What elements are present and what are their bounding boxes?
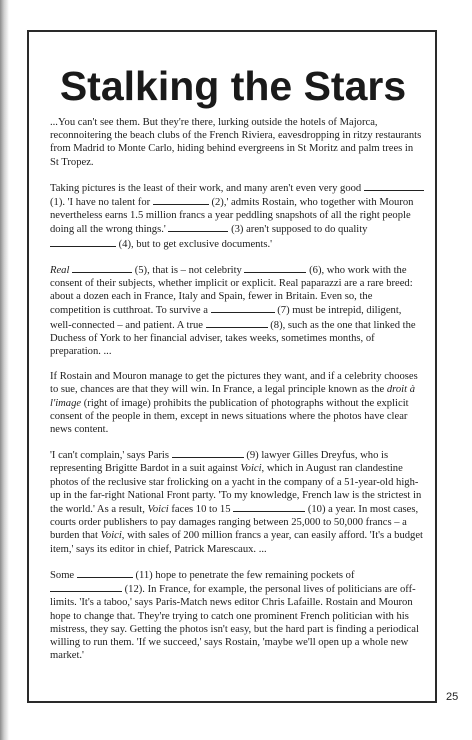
paragraph-text: (4), but to get exclusive documents.' (118, 238, 273, 250)
paragraph-text: (right of image) prohibits the publication of photographs without the explicit consent of the people in them, except in news situations where the photos have clear news content. (50, 397, 409, 436)
paragraph-5 (50, 448, 424, 556)
paragraph-text: (8), such as the one that linked the Duchess of York to her financial adviser, takes weeks, sometimes months, of preparation. ... (50, 319, 416, 358)
gap-blank-3[interactable] (168, 222, 228, 232)
gap-blank-12[interactable] (50, 582, 122, 592)
article-body (50, 116, 424, 674)
paragraph-text-italic: droit à l'image (50, 384, 415, 409)
paragraph-text: Some (50, 569, 75, 581)
paragraph-text: (2),' admits Rostain, who together with Mouron nevertheless earns 1.5 million francs a year peddling snapshots of all the right people doing all the wrong things.' (50, 197, 414, 236)
paragraph-text: (9) lawyer Gilles Dreyfus, who is representing Brigitte Bardot in a suit against (50, 450, 389, 475)
paragraph-4 (50, 370, 424, 436)
paragraph-text-italic: Real (50, 264, 70, 276)
gap-blank-11[interactable] (77, 568, 133, 578)
gap-blank-1[interactable] (364, 181, 424, 191)
paragraph-text: faces 10 to 15 (171, 504, 231, 516)
paragraph-text: (3) aren't supposed to do quality (231, 224, 368, 236)
paragraph-text: , with sales of 200 million francs a year, can easily afford. 'It's a budget item,' says its editor in chief, Patrick Marescaux. ... (50, 530, 423, 555)
gap-blank-4[interactable] (50, 237, 116, 247)
paragraph-text: ...You can't see them. But they're there, lurking outside the hotels of Majorca, reconnoitering the beach clubs of the French Riviera, eavesdropping in ritzy restaurants from Madrid to Monte Carlo, hiding behind evergreens in St Moritz and palm trees in St Tropez. (50, 117, 422, 168)
paragraph-text: , which in August ran clandestine photos of the reclusive star frolicking on a yacht in the company of a 51-year-old high-up in the far-right National Front party. 'To my knowledge, French law is the strictest in the world.' As a result, (50, 463, 422, 516)
paragraph-text-italic: Voici (147, 504, 169, 516)
gap-blank-2[interactable] (153, 195, 209, 205)
article-title: Stalking the Stars (59, 63, 407, 109)
paragraph-text: (11) hope to penetrate the few remaining pockets of (135, 569, 355, 581)
page-number: 25 (446, 691, 459, 703)
paragraph-1 (50, 116, 424, 169)
paragraph-text: (7) must be intrepid, diligent, well-connected – and patient. A true (50, 305, 402, 331)
paragraph-text: (10) a year. In most cases, courts order publishers to pay damages ranging between 25,000 to 50,000 francs – a burden that (50, 504, 419, 542)
page-edge-shadow (0, 0, 9, 740)
paragraph-text: (1). 'I have no talent for (50, 197, 151, 209)
gap-blank-10[interactable] (233, 502, 305, 512)
gap-blank-6[interactable] (244, 263, 306, 273)
paragraph-text-italic: Voici (240, 463, 262, 475)
paragraph-3 (50, 263, 424, 358)
paragraph-2 (50, 181, 424, 251)
gap-blank-9[interactable] (172, 448, 244, 458)
paragraph-6 (50, 568, 424, 662)
gap-blank-8[interactable] (206, 318, 268, 328)
paragraph-text: (12). In France, for example, the personal lives of politicians are off-limits. 'It's a taboo,' says Paris-Match news editor Chris Lafaille. Rostain and Mouron hope to change that. They're trying to catch one prominent French politician with his mistress, they say. Getting the photos isn't easy, but the hard part is finding a periodical willing to run them. 'If we succeed,' says Rostain, 'maybe we'll open up a whole new market.' (50, 584, 419, 662)
gap-blank-5[interactable] (72, 263, 132, 273)
paragraph-text: 'I can't complain,' says Paris (50, 450, 169, 462)
paragraph-text: (5), that is – not celebrity (134, 264, 242, 276)
gap-blank-7[interactable] (211, 303, 275, 313)
paragraph-text: Taking pictures is the least of their work, and many aren't even very good (50, 182, 362, 194)
paragraph-text-italic: Voici (100, 530, 122, 542)
paragraph-text: (6), who work with the consent of their subjects, whether implicit or explicit. Real paparazzi are a rare breed: about a dozen each in France, Italy and Spain, fewer in Britain. Even so, the competition is cutthroat. To survive a (50, 264, 413, 317)
paragraph-text: If Rostain and Mouron manage to get the pictures they want, and if a celebrity chooses to sue, chances are that they will win. In France, a legal principle known as the (50, 371, 418, 396)
